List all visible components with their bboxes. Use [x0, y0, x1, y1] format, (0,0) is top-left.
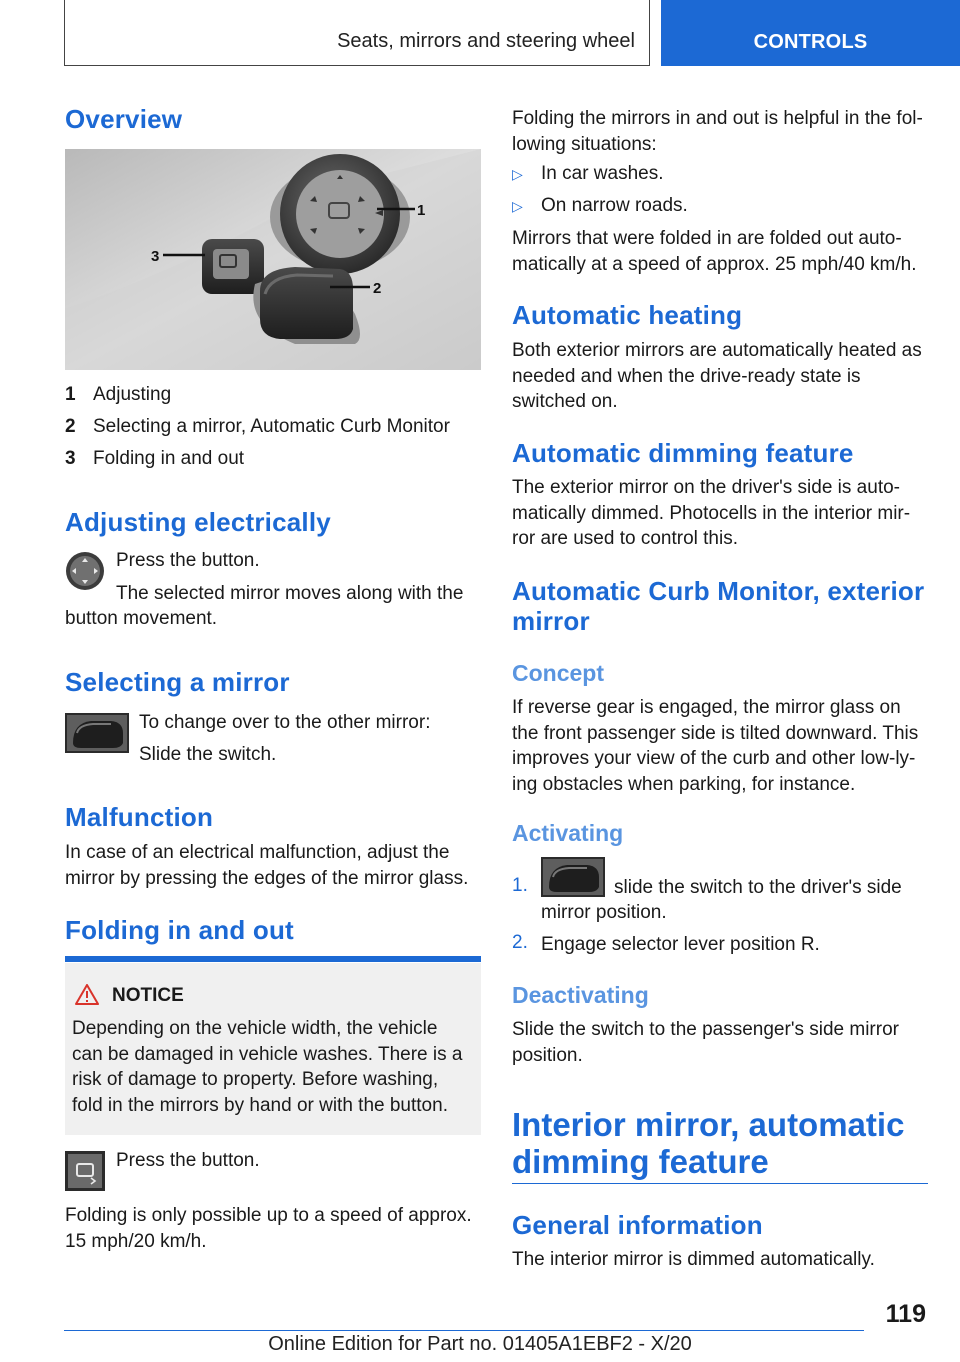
dimming-heading: Automatic dimming feature — [512, 438, 854, 468]
folding-heading: Folding in and out — [65, 915, 294, 945]
heating-text: Both exterior mirrors are automatically heated as needed and when the drive-ready state is switched on. — [512, 340, 922, 412]
curb-monitor-heading: Automatic Curb Monitor, exterior mirror — [512, 576, 925, 636]
deactivating-text: Slide the switch to the passenger's side mirror position. — [512, 1019, 899, 1066]
legend-number: 3 — [65, 448, 76, 469]
malfunction-heading: Malfunction — [65, 802, 214, 832]
fold-speed-limit-text: Folding is only possible up to a speed of approx. 15 mph/20 km/h. — [65, 1205, 472, 1252]
concept-text: If reverse gear is engaged, the mirror glass on the front passenger side is tilted downward. This improves your view of the curb and other low-ly‐ing obstacles when parking, for instance. — [512, 697, 919, 795]
photo-callout-3: 3 — [151, 248, 160, 265]
header-chapter-title: CONTROLS — [753, 31, 868, 53]
legend-text: Selecting a mirror, Automatic Curb Monitor — [93, 416, 450, 437]
adjusting-line-2: The selected mirror moves along with the — [116, 583, 464, 604]
triangle-bullet-icon: ▷ — [512, 198, 523, 214]
warning-icon — [75, 984, 99, 1010]
photo-callout-2: 2 — [373, 280, 382, 297]
adjusting-line-1: Press the button. — [116, 550, 260, 571]
step-number: 2. — [512, 932, 528, 953]
legend-text: Folding in and out — [93, 448, 245, 469]
overview-heading: Overview — [65, 104, 183, 134]
selecting-line-2: Slide the switch. — [139, 744, 277, 765]
notice-box — [65, 963, 481, 1135]
malfunction-text: In case of an electrical malfunction, adjust the mirror by pressing the edges of the mirror glass. — [65, 842, 469, 889]
dimming-text: The exterior mirror on the driver's side is auto‐matically dimmed. Photocells in the interior mir‐ror are used to control this. — [512, 477, 911, 549]
fold-button-icon — [65, 1151, 105, 1196]
mirror-switch-icon — [541, 857, 605, 902]
mirror-controls-photo — [65, 149, 481, 370]
page-number: 119 — [885, 1300, 926, 1328]
mirror-switch-icon — [65, 713, 129, 758]
joystick-button-icon — [65, 551, 105, 596]
concept-heading: Concept — [512, 660, 604, 686]
selecting-heading: Selecting a mirror — [65, 667, 290, 697]
activating-step-1-text: slide the switch to the driver's side — [614, 877, 902, 898]
activating-step-2-text: Engage selector lever position R. — [541, 934, 820, 955]
photo-callout-1: 1 — [417, 202, 426, 219]
header-section-box — [64, 0, 650, 66]
footer-edition: Online Edition for Part no. 01405A1EBF2 - X/20 — [268, 1333, 692, 1355]
fold-helpful-text: Folding the mirrors in and out is helpful in the fol‐lowing situations: — [512, 108, 923, 155]
triangle-bullet-icon: ▷ — [512, 166, 523, 182]
header-chapter-tab — [661, 0, 960, 66]
general-info-heading: General information — [512, 1210, 763, 1240]
step-number: 1. — [512, 875, 528, 896]
activating-step-1-text-cont: mirror position. — [541, 902, 667, 923]
notice-title: NOTICE — [112, 985, 184, 1006]
general-info-text: The interior mirror is dimmed automatically. — [512, 1249, 875, 1270]
footer-rule — [64, 1330, 864, 1331]
fold-press-text: Press the button. — [116, 1150, 260, 1171]
adjusting-heading: Adjusting electrically — [65, 507, 331, 537]
activating-heading: Activating — [512, 820, 624, 846]
selecting-line-1: To change over to the other mirror: — [139, 712, 431, 733]
legend-text: Adjusting — [93, 384, 172, 405]
notice-text: Depending on the vehicle width, the vehicle can be damaged in vehicle washes. There is a risk of damage to property. Before washing, fold in the mirrors by hand or with the button. — [72, 1018, 463, 1116]
legend-number: 1 — [65, 384, 76, 405]
legend-number: 2 — [65, 416, 76, 437]
interior-heading-rule — [512, 1183, 928, 1184]
header-section-title: Seats, mirrors and steering wheel — [337, 30, 635, 52]
auto-fold-out-text: Mirrors that were folded in are folded out auto‐matically at a speed of approx. 25 mph/40 km/h. — [512, 228, 917, 275]
interior-mirror-heading: Interior mirror, automatic dimming feature — [512, 1106, 905, 1180]
deactivating-heading: Deactivating — [512, 982, 649, 1008]
adjusting-line-3: button movement. — [65, 608, 218, 629]
heating-heading: Automatic heating — [512, 300, 743, 330]
notice-top-rule — [65, 956, 481, 962]
